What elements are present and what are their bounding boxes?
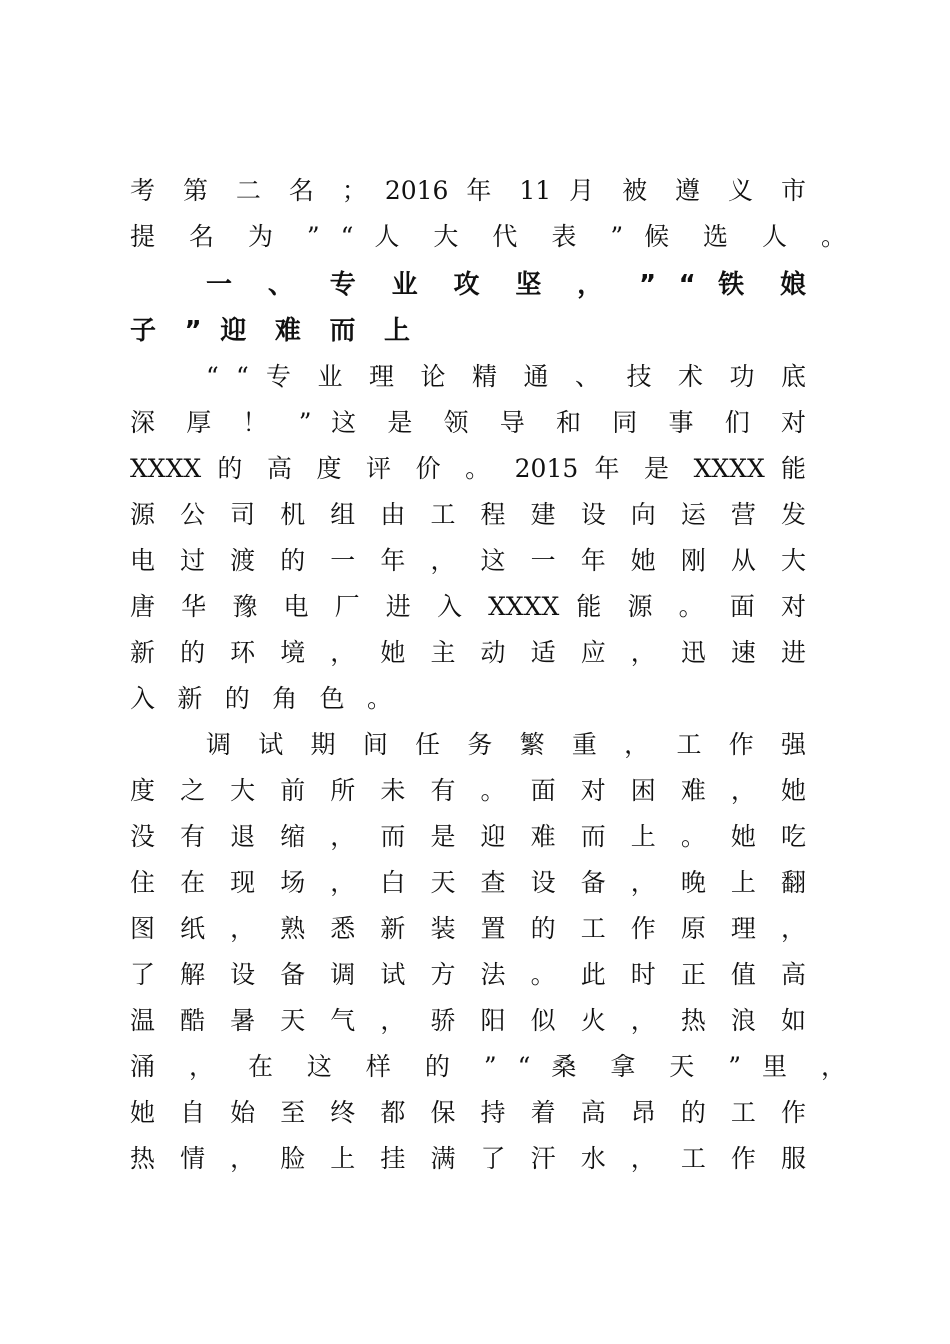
text-line: 热 情 ， 脸 上 挂 满 了 汗 水 ， 工 作 服 bbox=[130, 1144, 806, 1173]
text-line: XXXX 的 高 度 评 价 。 2015 年 是 XXXX 能 bbox=[130, 454, 806, 483]
text-line: 度 之 大 前 所 未 有 。 面 对 困 难 ， 她 bbox=[130, 776, 806, 805]
text-line: 深 厚 ！ ” 这 是 领 导 和 同 事 们 对 bbox=[130, 408, 806, 437]
section-heading: 子 ” 迎 难 而 上 bbox=[130, 316, 410, 346]
section-heading: 一 、 专 业 攻 坚 ， ” “ 铁 娘 bbox=[206, 270, 806, 300]
text-line: 调 试 期 间 任 务 繁 重 ， 工 作 强 bbox=[206, 730, 806, 759]
text-line: 没 有 退 缩 ， 而 是 迎 难 而 上 。 她 吃 bbox=[130, 822, 806, 851]
text-line: 图 纸 ， 熟 悉 新 装 置 的 工 作 原 理 ， bbox=[130, 914, 806, 943]
text-line: 入 新 的 角 色 。 bbox=[130, 684, 392, 713]
text-line: 温 酷 暑 天 气 ， 骄 阳 似 火 ， 热 浪 如 bbox=[130, 1006, 806, 1035]
text-line: 源 公 司 机 组 由 工 程 建 设 向 运 营 发 bbox=[130, 500, 806, 529]
text-line: 她 自 始 至 终 都 保 持 着 高 昂 的 工 作 bbox=[130, 1098, 806, 1127]
text-line: 提 名 为 ” “ 人 大 代 表 ” 候 选 人 。 bbox=[130, 222, 846, 251]
text-line: 唐 华 豫 电 厂 进 入 XXXX 能 源 。 面 对 bbox=[130, 592, 806, 621]
text-line: 考 第 二 名 ； 2016 年 11 月 被 遵 义 市 bbox=[130, 176, 806, 205]
text-line: 新 的 环 境 ， 她 主 动 适 应 ， 迅 速 进 bbox=[130, 638, 806, 667]
text-line: 了 解 设 备 调 试 方 法 。 此 时 正 值 高 bbox=[130, 960, 806, 989]
text-line: 住 在 现 场 ， 白 天 查 设 备 ， 晚 上 翻 bbox=[130, 868, 806, 897]
text-line: 涌 ， 在 这 样 的 ” “ 桑 拿 天 ” 里 ， bbox=[130, 1052, 846, 1081]
text-line: “ “ 专 业 理 论 精 通 、 技 术 功 底 bbox=[206, 362, 806, 391]
text-line: 电 过 渡 的 一 年 ， 这 一 年 她 刚 从 大 bbox=[130, 546, 806, 575]
